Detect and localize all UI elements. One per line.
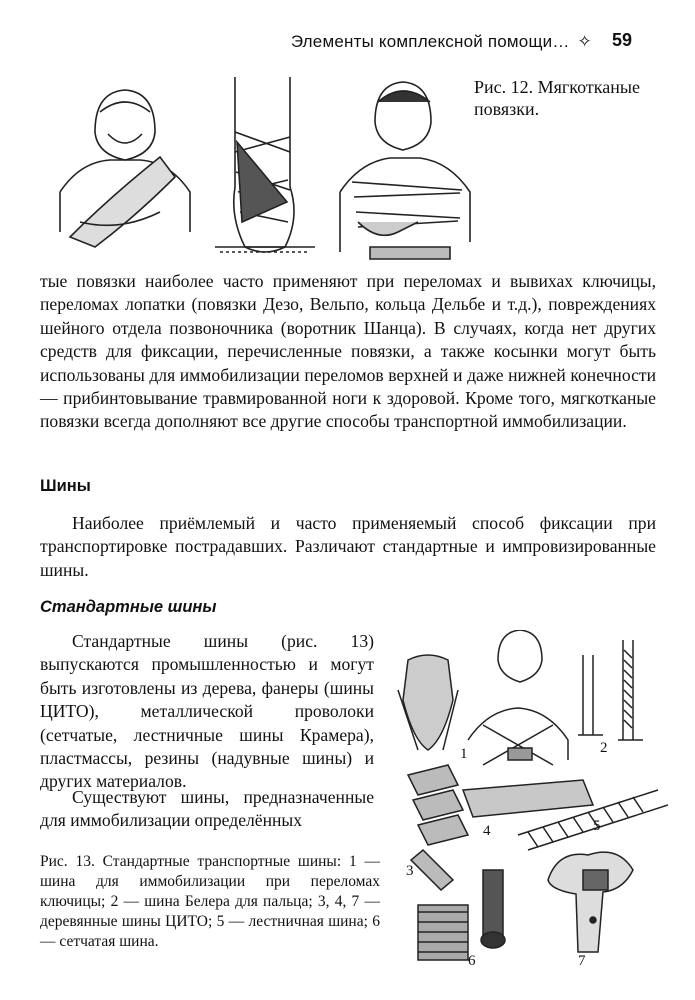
running-header [0, 32, 600, 52]
figure-13-label-1: 1 [460, 746, 468, 762]
running-title: Элементы комплексной помощи… [290, 32, 570, 51]
paragraph-4: Существуют шины, предназначенные для иммобилизации определённых [40, 787, 374, 831]
section-heading-splints: Шины [40, 477, 91, 495]
figure-13-label-3: 3 [406, 863, 414, 879]
figure-12-illustration [40, 72, 480, 262]
diamond-icon: ✧ [577, 32, 592, 51]
figure-13-label-6: 6 [468, 953, 476, 969]
figure-13-label-4: 4 [483, 823, 491, 839]
figure-13-illustration [388, 630, 668, 975]
figure-12-caption: Рис. 12. Мягкотканые повязки. [474, 77, 640, 119]
paragraph-3: Стандартные шины (рис. 13) выпускаются промышленностью и могут быть изготовлены из дерева, фанеры (шины ЦИТО), металлической проволоки (сетчатые, лестничные шины Крамера), пластмассы, резины (надувные шины) и других материалов. [40, 631, 374, 792]
figure-13-label-5: 5 [593, 818, 601, 834]
figure-12-drawing [40, 72, 480, 262]
page-number: 59 [612, 30, 633, 50]
paragraph-1: тые повязки наиболее часто применяют при переломах и вывихах ключицы, переломах лопатки (повязки Дезо, Вельпо, кольца Дельбе и т.д.), повреждениях шейного отдела позвоночника (воротник Шанца). В случаях, когда нет других средств для фиксации, перечисленные повязки, а также косынки могут быть использованы для иммобилизации переломов верхней и даже нижней конечности — прибинтовывание травмированной ноги к здоровой. Кроме того, мягкотканые повязки всегда дополняют все другие способы транспортной иммобилизации. [40, 271, 656, 432]
figure-13-drawing [388, 630, 668, 975]
paragraph-2: Наиболее приёмлемый и часто применяемый способ фиксации при транспортировке пострадавших. Различают стандартные и импровизированные шины. [40, 513, 656, 580]
subsection-heading-standard-splints: Стандартные шины [40, 598, 217, 616]
figure-13-label-2: 2 [600, 740, 608, 756]
figure-13-caption: Рис. 13. Стандартные транспортные шины: 1 — шина для иммобилизации при переломах ключицы; 2 — шина Белера для пальца; 3, 4, 7 — деревянные шины ЦИТО; 5 — лестничная шина; 6 — сетчатая шина. [40, 853, 380, 950]
figure-13-label-7: 7 [578, 953, 586, 969]
